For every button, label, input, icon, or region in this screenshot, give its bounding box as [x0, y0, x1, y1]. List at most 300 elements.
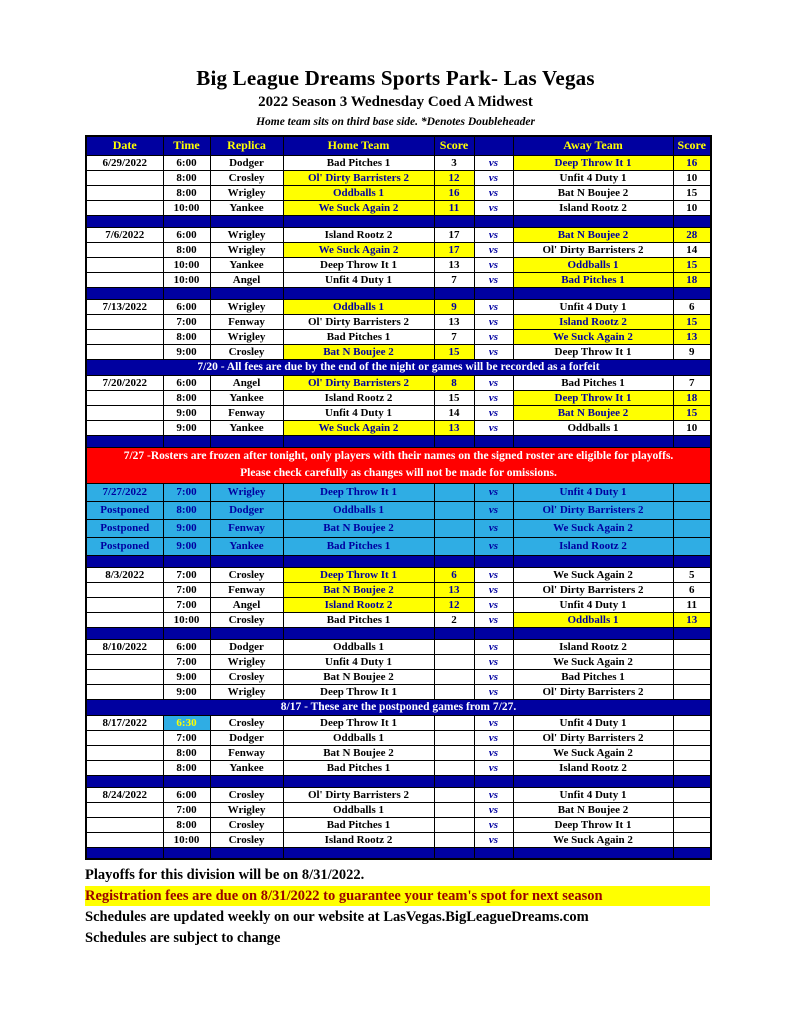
home-score-cell: [434, 730, 474, 745]
home-score-cell: [434, 802, 474, 817]
home-team-cell: Bad Pitches 1: [283, 537, 434, 555]
date-cell: [86, 390, 163, 405]
home-team-cell: We Suck Again 2: [283, 420, 434, 435]
home-score-cell: 2: [434, 612, 474, 627]
footer-website-line: Schedules are updated weekly on our website at LasVegas.BigLeagueDreams.com: [85, 909, 589, 925]
away-team-cell: Ol' Dirty Barristers 2: [513, 582, 673, 597]
home-score-cell: 9: [434, 299, 474, 314]
date-cell: Postponed: [86, 519, 163, 537]
replica-cell: Dodger: [210, 730, 283, 745]
separator-cell: [86, 627, 163, 639]
away-team-cell: Unfit 4 Duty 1: [513, 787, 673, 802]
away-score-cell: [673, 501, 711, 519]
away-score-cell: [673, 730, 711, 745]
home-team-cell: Bat N Boujee 2: [283, 519, 434, 537]
home-score-cell: 14: [434, 405, 474, 420]
separator-cell: [513, 847, 673, 859]
game-row: [86, 787, 711, 802]
date-cell: Postponed: [86, 537, 163, 555]
away-score-cell: 14: [673, 242, 711, 257]
time-cell: 9:00: [163, 344, 210, 359]
vs-cell: vs: [474, 200, 513, 215]
time-cell: 6:00: [163, 639, 210, 654]
vs-cell: vs: [474, 639, 513, 654]
replica-cell: Crosley: [210, 170, 283, 185]
away-team-cell: Ol' Dirty Barristers 2: [513, 501, 673, 519]
time-cell: 6:00: [163, 299, 210, 314]
home-score-cell: 3: [434, 155, 474, 170]
time-cell: 9:00: [163, 519, 210, 537]
vs-cell: vs: [474, 787, 513, 802]
page-title: Big League Dreams Sports Park- Las Vegas: [196, 66, 595, 90]
vs-cell: vs: [474, 745, 513, 760]
time-cell: 8:00: [163, 760, 210, 775]
vs-cell: vs: [474, 501, 513, 519]
home-team-cell: We Suck Again 2: [283, 200, 434, 215]
date-cell: [86, 272, 163, 287]
banner-line: 7/27 -Rosters are frozen after tonight, only players with their names on the signed roster are eligible for playoffs.: [123, 450, 674, 462]
home-team-cell: Island Rootz 2: [283, 832, 434, 847]
separator-cell: [86, 775, 163, 787]
home-score-cell: 8: [434, 375, 474, 390]
home-score-cell: [434, 669, 474, 684]
home-score-cell: [434, 501, 474, 519]
replica-cell: Wrigley: [210, 227, 283, 242]
time-cell: 6:30: [163, 715, 210, 730]
home-score-cell: [434, 639, 474, 654]
away-team-cell: Deep Throw It 1: [513, 344, 673, 359]
home-team-cell: Island Rootz 2: [283, 390, 434, 405]
separator-cell: [673, 215, 711, 227]
date-cell: 7/6/2022: [86, 227, 163, 242]
away-score-cell: 15: [673, 314, 711, 329]
time-cell: 8:00: [163, 745, 210, 760]
home-team-cell: Deep Throw It 1: [283, 257, 434, 272]
time-cell: 6:00: [163, 155, 210, 170]
time-cell: 9:00: [163, 420, 210, 435]
date-cell: [86, 200, 163, 215]
home-team-cell: Bat N Boujee 2: [283, 669, 434, 684]
date-cell: [86, 582, 163, 597]
replica-cell: Fenway: [210, 405, 283, 420]
away-team-cell: Island Rootz 2: [513, 760, 673, 775]
game-row: [86, 405, 711, 420]
game-row: [86, 802, 711, 817]
date-cell: [86, 405, 163, 420]
separator-row: [86, 215, 711, 227]
home-team-cell: Bad Pitches 1: [283, 155, 434, 170]
away-team-cell: We Suck Again 2: [513, 567, 673, 582]
game-row: [86, 684, 711, 699]
vs-cell: vs: [474, 185, 513, 200]
separator-cell: [86, 555, 163, 567]
game-row: [86, 567, 711, 582]
replica-cell: Fenway: [210, 582, 283, 597]
game-row: [86, 329, 711, 344]
replica-cell: Wrigley: [210, 299, 283, 314]
away-score-cell: 11: [673, 597, 711, 612]
away-team-cell: Deep Throw It 1: [513, 817, 673, 832]
vs-cell: vs: [474, 375, 513, 390]
away-score-cell: 15: [673, 185, 711, 200]
home-team-note: Home team sits on third base side. *Denotes Doubleheader: [256, 116, 535, 128]
separator-cell: [283, 555, 434, 567]
separator-cell: [86, 215, 163, 227]
date-cell: 7/27/2022: [86, 483, 163, 501]
replica-cell: Crosley: [210, 567, 283, 582]
replica-cell: Fenway: [210, 745, 283, 760]
replica-cell: Yankee: [210, 760, 283, 775]
game-row: [86, 227, 711, 242]
separator-cell: [434, 435, 474, 447]
game-row: [86, 200, 711, 215]
table-header-row: [86, 136, 711, 155]
separator-cell: [474, 555, 513, 567]
home-team-cell: Bat N Boujee 2: [283, 745, 434, 760]
replica-cell: Crosley: [210, 612, 283, 627]
home-score-cell: [434, 684, 474, 699]
game-row: [86, 654, 711, 669]
separator-row: [86, 847, 711, 859]
date-cell: [86, 760, 163, 775]
vs-cell: vs: [474, 272, 513, 287]
separator-cell: [513, 627, 673, 639]
notice-text: 8/17 - These are the postponed games from 7/27.: [86, 699, 711, 715]
date-cell: [86, 669, 163, 684]
home-team-cell: Island Rootz 2: [283, 597, 434, 612]
game-row: [86, 257, 711, 272]
home-score-cell: 7: [434, 329, 474, 344]
home-team-cell: Deep Throw It 1: [283, 684, 434, 699]
vs-cell: vs: [474, 170, 513, 185]
away-score-cell: [673, 483, 711, 501]
col-header-vs: [474, 136, 513, 155]
vs-cell: vs: [474, 257, 513, 272]
away-score-cell: [673, 715, 711, 730]
away-team-cell: Island Rootz 2: [513, 200, 673, 215]
date-cell: 8/10/2022: [86, 639, 163, 654]
vs-cell: vs: [474, 314, 513, 329]
separator-cell: [673, 627, 711, 639]
away-score-cell: 6: [673, 299, 711, 314]
replica-cell: Wrigley: [210, 684, 283, 699]
home-score-cell: [434, 787, 474, 802]
vs-cell: vs: [474, 597, 513, 612]
vs-cell: vs: [474, 582, 513, 597]
replica-cell: Crosley: [210, 669, 283, 684]
away-team-cell: Bat N Boujee 2: [513, 405, 673, 420]
away-score-cell: 10: [673, 200, 711, 215]
home-score-cell: 13: [434, 314, 474, 329]
vs-cell: vs: [474, 483, 513, 501]
separator-cell: [513, 555, 673, 567]
home-score-cell: 17: [434, 227, 474, 242]
home-score-cell: 13: [434, 420, 474, 435]
separator-cell: [283, 775, 434, 787]
home-score-cell: [434, 654, 474, 669]
time-cell: 9:00: [163, 669, 210, 684]
home-team-cell: Unfit 4 Duty 1: [283, 654, 434, 669]
separator-row: [86, 435, 711, 447]
away-team-cell: We Suck Again 2: [513, 654, 673, 669]
replica-cell: Yankee: [210, 257, 283, 272]
time-cell: 10:00: [163, 257, 210, 272]
replica-cell: Yankee: [210, 420, 283, 435]
date-cell: [86, 730, 163, 745]
away-team-cell: We Suck Again 2: [513, 519, 673, 537]
away-score-cell: 13: [673, 329, 711, 344]
separator-cell: [673, 775, 711, 787]
home-score-cell: [434, 745, 474, 760]
separator-cell: [513, 435, 673, 447]
away-team-cell: Island Rootz 2: [513, 639, 673, 654]
game-row: [86, 745, 711, 760]
game-row: [86, 612, 711, 627]
separator-cell: [86, 847, 163, 859]
away-score-cell: 5: [673, 567, 711, 582]
time-cell: 10:00: [163, 200, 210, 215]
home-score-cell: [434, 715, 474, 730]
vs-cell: vs: [474, 654, 513, 669]
date-cell: 7/20/2022: [86, 375, 163, 390]
separator-cell: [434, 775, 474, 787]
home-score-cell: 11: [434, 200, 474, 215]
home-score-cell: 6: [434, 567, 474, 582]
away-score-cell: [673, 537, 711, 555]
time-cell: 10:00: [163, 612, 210, 627]
replica-cell: Yankee: [210, 200, 283, 215]
away-score-cell: [673, 669, 711, 684]
notice-text: 7/20 - All fees are due by the end of the night or games will be recorded as a forfeit: [86, 359, 711, 375]
game-row: [86, 314, 711, 329]
date-cell: 6/29/2022: [86, 155, 163, 170]
date-cell: 7/13/2022: [86, 299, 163, 314]
col-header-home-score: Score: [434, 136, 474, 155]
away-team-cell: We Suck Again 2: [513, 329, 673, 344]
separator-row: [86, 287, 711, 299]
date-cell: 8/3/2022: [86, 567, 163, 582]
away-score-cell: [673, 817, 711, 832]
home-score-cell: 17: [434, 242, 474, 257]
vs-cell: vs: [474, 612, 513, 627]
replica-cell: Wrigley: [210, 654, 283, 669]
away-score-cell: 13: [673, 612, 711, 627]
home-team-cell: Oddballs 1: [283, 802, 434, 817]
time-cell: 6:00: [163, 375, 210, 390]
separator-cell: [163, 287, 210, 299]
replica-cell: Angel: [210, 375, 283, 390]
replica-cell: Yankee: [210, 537, 283, 555]
separator-cell: [474, 215, 513, 227]
away-team-cell: Bad Pitches 1: [513, 669, 673, 684]
separator-cell: [434, 627, 474, 639]
away-team-cell: Ol' Dirty Barristers 2: [513, 242, 673, 257]
time-cell: 7:00: [163, 597, 210, 612]
separator-cell: [474, 775, 513, 787]
separator-cell: [163, 215, 210, 227]
home-score-cell: [434, 760, 474, 775]
home-team-cell: Ol' Dirty Barristers 2: [283, 314, 434, 329]
away-team-cell: Island Rootz 2: [513, 314, 673, 329]
separator-cell: [210, 215, 283, 227]
vs-cell: vs: [474, 329, 513, 344]
away-team-cell: Island Rootz 2: [513, 537, 673, 555]
vs-cell: vs: [474, 817, 513, 832]
home-team-cell: Ol' Dirty Barristers 2: [283, 787, 434, 802]
home-score-cell: 7: [434, 272, 474, 287]
away-team-cell: Bad Pitches 1: [513, 272, 673, 287]
col-header-time: Time: [163, 136, 210, 155]
date-cell: [86, 817, 163, 832]
time-cell: 10:00: [163, 832, 210, 847]
vs-cell: vs: [474, 802, 513, 817]
time-cell: 7:00: [163, 730, 210, 745]
game-row: [86, 185, 711, 200]
home-team-cell: Oddballs 1: [283, 185, 434, 200]
game-row: [86, 483, 711, 501]
time-cell: 8:00: [163, 329, 210, 344]
time-cell: 8:00: [163, 390, 210, 405]
replica-cell: Wrigley: [210, 329, 283, 344]
away-team-cell: Deep Throw It 1: [513, 390, 673, 405]
date-cell: [86, 242, 163, 257]
game-row: [86, 715, 711, 730]
replica-cell: Wrigley: [210, 185, 283, 200]
home-team-cell: Bad Pitches 1: [283, 612, 434, 627]
vs-cell: vs: [474, 242, 513, 257]
time-cell: 7:00: [163, 314, 210, 329]
separator-cell: [163, 555, 210, 567]
time-cell: 7:00: [163, 654, 210, 669]
footer-registration-line: Registration fees are due on 8/31/2022 to guarantee your team's spot for next season: [85, 886, 710, 906]
away-score-cell: 10: [673, 170, 711, 185]
footer: [85, 865, 710, 948]
separator-cell: [434, 215, 474, 227]
col-header-away-team: Away Team: [513, 136, 673, 155]
time-cell: 9:00: [163, 537, 210, 555]
away-score-cell: 10: [673, 420, 711, 435]
away-score-cell: 16: [673, 155, 711, 170]
separator-cell: [434, 847, 474, 859]
separator-cell: [283, 287, 434, 299]
separator-cell: [283, 215, 434, 227]
home-score-cell: 13: [434, 582, 474, 597]
away-score-cell: [673, 832, 711, 847]
separator-cell: [210, 847, 283, 859]
date-cell: 8/17/2022: [86, 715, 163, 730]
home-score-cell: [434, 537, 474, 555]
date-cell: [86, 597, 163, 612]
game-row: [86, 170, 711, 185]
date-cell: Postponed: [86, 501, 163, 519]
home-team-cell: Deep Throw It 1: [283, 483, 434, 501]
date-cell: [86, 654, 163, 669]
separator-row: [86, 627, 711, 639]
home-team-cell: Island Rootz 2: [283, 227, 434, 242]
time-cell: 7:00: [163, 567, 210, 582]
away-score-cell: [673, 745, 711, 760]
schedule-table: [85, 135, 712, 860]
away-score-cell: 15: [673, 257, 711, 272]
vs-cell: vs: [474, 227, 513, 242]
game-row: [86, 832, 711, 847]
away-team-cell: We Suck Again 2: [513, 745, 673, 760]
date-cell: [86, 257, 163, 272]
separator-row: [86, 775, 711, 787]
replica-cell: Wrigley: [210, 483, 283, 501]
vs-cell: vs: [474, 730, 513, 745]
away-team-cell: Bad Pitches 1: [513, 375, 673, 390]
separator-cell: [163, 627, 210, 639]
away-team-cell: Oddballs 1: [513, 420, 673, 435]
home-team-cell: Bat N Boujee 2: [283, 344, 434, 359]
game-row: [86, 155, 711, 170]
home-team-cell: Oddballs 1: [283, 501, 434, 519]
home-team-cell: Ol' Dirty Barristers 2: [283, 170, 434, 185]
separator-cell: [163, 847, 210, 859]
col-header-home-team: Home Team: [283, 136, 434, 155]
away-score-cell: 9: [673, 344, 711, 359]
date-cell: 8/24/2022: [86, 787, 163, 802]
away-score-cell: [673, 654, 711, 669]
vs-cell: vs: [474, 684, 513, 699]
away-score-cell: [673, 519, 711, 537]
date-cell: [86, 612, 163, 627]
away-team-cell: Oddballs 1: [513, 257, 673, 272]
replica-cell: Crosley: [210, 344, 283, 359]
away-score-cell: 7: [673, 375, 711, 390]
separator-cell: [673, 555, 711, 567]
date-cell: [86, 329, 163, 344]
separator-cell: [210, 627, 283, 639]
game-row: [86, 420, 711, 435]
game-row: [86, 582, 711, 597]
game-row: [86, 760, 711, 775]
vs-cell: vs: [474, 832, 513, 847]
away-team-cell: Bat N Boujee 2: [513, 802, 673, 817]
separator-cell: [434, 287, 474, 299]
separator-cell: [513, 215, 673, 227]
away-score-cell: 15: [673, 405, 711, 420]
date-cell: [86, 802, 163, 817]
time-cell: 8:00: [163, 185, 210, 200]
date-cell: [86, 420, 163, 435]
home-team-cell: Ol' Dirty Barristers 2: [283, 375, 434, 390]
time-cell: 8:00: [163, 501, 210, 519]
vs-cell: vs: [474, 299, 513, 314]
separator-cell: [434, 555, 474, 567]
away-score-cell: 18: [673, 390, 711, 405]
time-cell: 7:00: [163, 582, 210, 597]
home-score-cell: 16: [434, 185, 474, 200]
roster-freeze-banner: [86, 447, 711, 483]
separator-cell: [210, 775, 283, 787]
separator-cell: [86, 435, 163, 447]
time-cell: 6:00: [163, 787, 210, 802]
separator-cell: [673, 847, 711, 859]
separator-row: [86, 555, 711, 567]
separator-cell: [474, 287, 513, 299]
replica-cell: Crosley: [210, 817, 283, 832]
separator-cell: [513, 287, 673, 299]
home-score-cell: 15: [434, 344, 474, 359]
time-cell: 10:00: [163, 272, 210, 287]
separator-cell: [283, 847, 434, 859]
home-score-cell: 12: [434, 170, 474, 185]
home-team-cell: Bat N Boujee 2: [283, 582, 434, 597]
vs-cell: vs: [474, 669, 513, 684]
away-team-cell: Deep Throw It 1: [513, 155, 673, 170]
